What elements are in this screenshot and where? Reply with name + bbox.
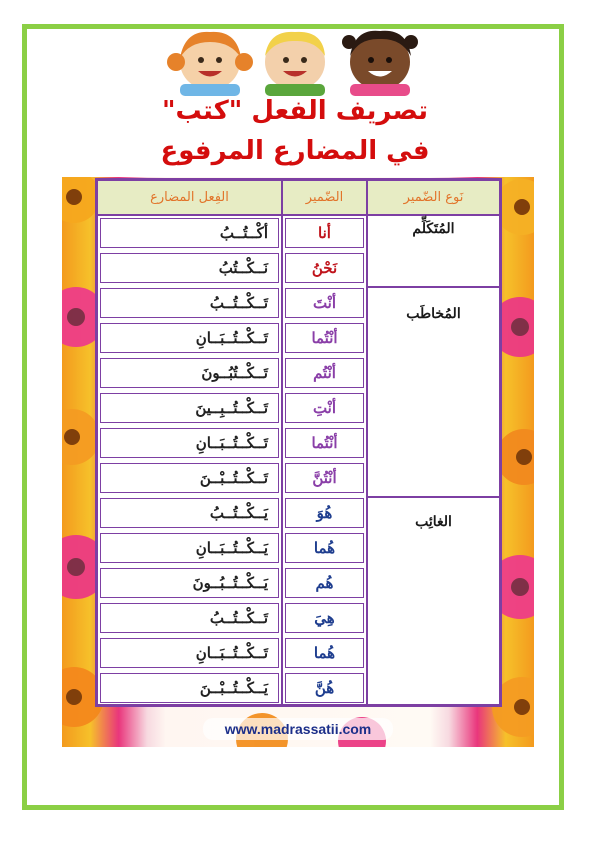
verb-text: أكْــتُــبُ: [219, 224, 268, 242]
verb-text: تَــكْــتُــبَــانِ: [195, 644, 268, 662]
children-illustration: [165, 28, 425, 96]
table-row: [98, 461, 366, 496]
website-link[interactable]: www.madrassatii.com: [203, 718, 393, 740]
group-divider: [368, 286, 499, 288]
table-row: [98, 636, 366, 671]
verb-text: تَــكْــتُــبُ: [209, 294, 268, 312]
page-subtitle: في المضارع المرفوع: [160, 136, 430, 166]
verb-text: نَــكْــتُبُ: [218, 259, 268, 277]
pronoun-text: أنْتَ: [312, 294, 337, 312]
pronoun-text: أنْتُما: [311, 434, 338, 452]
table-row: [98, 426, 366, 461]
table-row: [98, 356, 366, 391]
pronoun-text: هِيَ: [314, 609, 335, 627]
table-header: [98, 181, 499, 216]
header-pronoun: الضّمير: [283, 181, 368, 214]
verb-text: يَــكْــتُــبُ: [209, 504, 268, 522]
table-row: [98, 671, 366, 706]
verb-text: يَــكْــتُــبَــانِ: [195, 539, 268, 557]
pronoun-text: هُما: [313, 644, 336, 662]
verb-text: يَــكْــتُــبْــنَ: [199, 679, 268, 697]
pronoun-text: هُما: [313, 539, 336, 557]
pronoun-text: نَحْنُ: [311, 259, 338, 277]
page-title: تصريف الفعل "كتب": [161, 96, 428, 126]
table-row: [98, 496, 366, 531]
conjugation-table: [95, 178, 502, 707]
verb-text: تَــكْــتُــبَــانِ: [195, 329, 268, 347]
group-label-absent: الغائِب: [415, 514, 452, 530]
group-label-addressee: المُخاطَب: [406, 306, 461, 322]
pronoun-text: هُنَّ: [314, 679, 335, 697]
group-label-speaker: المُتَكَلِّم: [412, 221, 455, 237]
verb-text: يَــكْــتُــبُــونَ: [192, 574, 268, 592]
table-row: [98, 321, 366, 356]
table-row: [98, 566, 366, 601]
group-divider: [368, 496, 499, 498]
column-divider: [366, 216, 368, 704]
pronoun-text: أنْتُنَّ: [312, 469, 337, 487]
verb-text: تَــكْــتُــبَــانِ: [195, 434, 268, 452]
verb-text: تَــكْــتُــبِــينَ: [195, 399, 268, 417]
pronoun-text: هُوَ: [316, 504, 333, 522]
table-row: [98, 286, 366, 321]
table-row: [98, 601, 366, 636]
verb-text: تَــكْــتُــبُ: [209, 609, 268, 627]
pronoun-text: هُم: [315, 574, 334, 592]
table-row: [98, 216, 366, 251]
verb-text: تَــكْــتُبُــونَ: [201, 364, 268, 382]
header-verb: الفِعل المضارع: [98, 181, 283, 214]
pronoun-text: أنْتُما: [311, 329, 338, 347]
pronoun-text: أنْتُم: [313, 364, 336, 382]
pronoun-text: أنْتِ: [312, 399, 337, 417]
verb-text: تَــكْــتُــبْــنَ: [199, 469, 268, 487]
pronoun-text: أنا: [318, 224, 331, 242]
table-row: [98, 531, 366, 566]
table-row: [98, 391, 366, 426]
table-row: [98, 251, 366, 286]
header-pronoun-type: نَوع الضّمير: [403, 190, 464, 205]
